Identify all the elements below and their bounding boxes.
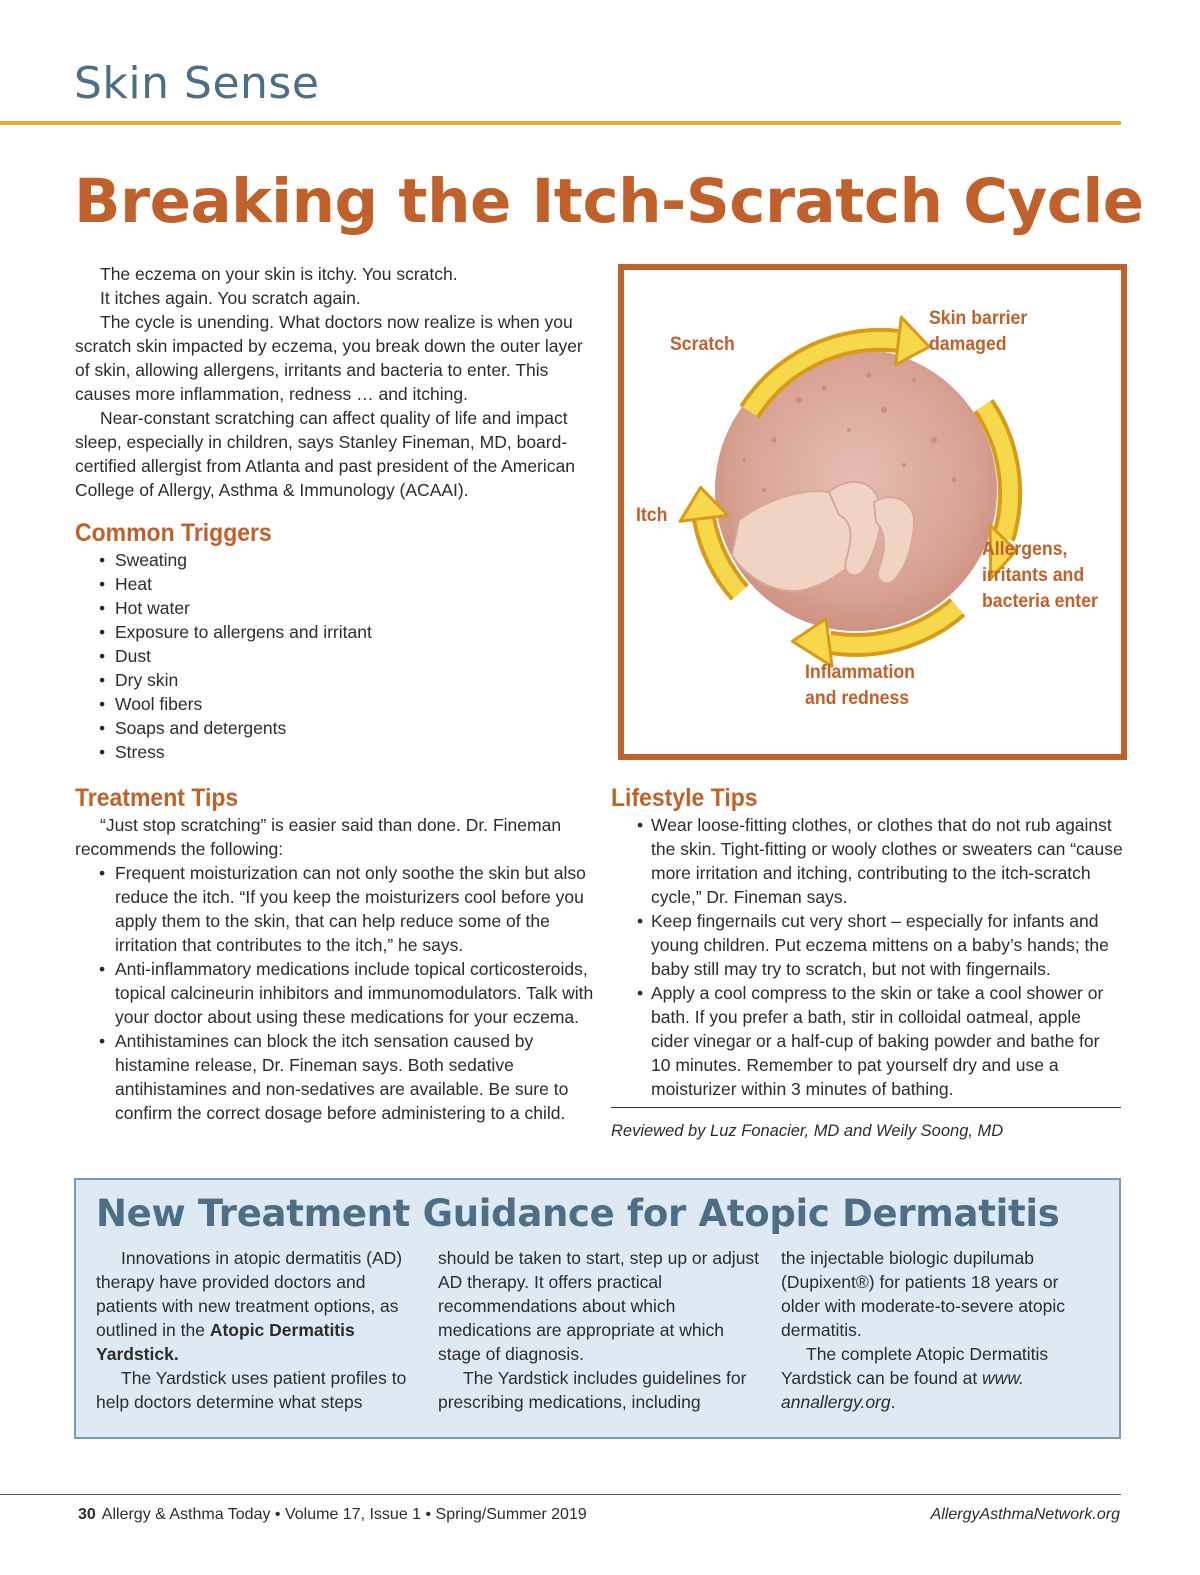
box-paragraph: The Yardstick includes guidelines for prescribing medications, including bbox=[438, 1368, 747, 1412]
label-scratch: Scratch bbox=[670, 334, 735, 355]
list-item: • Exposure to allergens and irritant bbox=[75, 620, 590, 644]
yardstick-name: Atopic Dermatitis Yardstick. bbox=[96, 1320, 355, 1364]
list-item: • Sweating bbox=[75, 548, 590, 572]
intro-paragraph: The cycle is unending. What doctors now realize is when you scratch skin impacted by eczema, you break down the outer layer of skin, allowing allergens, irritants and bacteria to enter. This causes more inflammation, redness … and itching. bbox=[75, 312, 583, 404]
text-run: . bbox=[890, 1392, 896, 1412]
list-item: • Dust bbox=[75, 644, 590, 668]
label-line: bacteria enter bbox=[982, 591, 1098, 612]
website-link[interactable]: www. annallergy.org bbox=[781, 1368, 1024, 1412]
box-column-1 bbox=[96, 1246, 421, 1414]
label-itch: Itch bbox=[636, 505, 668, 526]
footer-divider bbox=[0, 1494, 1121, 1495]
box-paragraph bbox=[781, 1342, 1099, 1414]
label-allergens bbox=[982, 537, 1098, 615]
footer-publication bbox=[78, 1506, 587, 1524]
reviewed-divider bbox=[611, 1107, 1121, 1108]
box-title: New Treatment Guidance for Atopic Dermatitis bbox=[96, 1192, 1060, 1235]
list-item: • Wear loose-fitting clothes, or clothes that do not rub against the skin. Tight-fitting or wooly clothes or sweaters can “cause more irritation and itching, contributing to the itch-scratch cycle,” Dr. Fineman says. bbox=[611, 813, 1123, 909]
section-title: Skin Sense bbox=[74, 58, 320, 109]
box-paragraph: should be taken to start, step up or adjust AD therapy. It offers practical recommendations about which medications are appropriate at which stage of diagnosis. bbox=[438, 1248, 760, 1364]
treatment-intro: “Just stop scratching” is easier said than done. Dr. Fineman recommends the following: bbox=[75, 815, 562, 859]
box-paragraph: The Yardstick uses patient profiles to help doctors determine what steps bbox=[96, 1368, 407, 1412]
itch-scratch-cycle-diagram bbox=[618, 264, 1127, 760]
label-line: and redness bbox=[805, 688, 910, 709]
intro-paragraph: The eczema on your skin is itchy. You scratch. bbox=[100, 264, 458, 284]
footer-website[interactable]: AllergyAsthmaNetwork.org bbox=[930, 1506, 1120, 1523]
list-item: • Anti-inflammatory medications include topical corticosteroids, topical calcineurin inhibitors and immunomodulators. Talk with your doctor about using these medications for your eczema. bbox=[75, 957, 595, 1029]
box-paragraph bbox=[96, 1246, 421, 1366]
triggers-list bbox=[75, 548, 590, 764]
intro-paragraph: It itches again. You scratch again. bbox=[100, 288, 361, 308]
label-line: Skin barrier bbox=[929, 308, 1028, 329]
list-item: • Wool fibers bbox=[75, 692, 590, 716]
guidance-box bbox=[74, 1178, 1121, 1439]
page-number: 30 bbox=[78, 1506, 96, 1523]
label-skin-barrier bbox=[929, 306, 1027, 358]
lifestyle-section bbox=[611, 783, 1123, 1101]
list-item: • Soaps and detergents bbox=[75, 716, 590, 740]
list-item: • Heat bbox=[75, 572, 590, 596]
list-item: • Dry skin bbox=[75, 668, 590, 692]
label-line: damaged bbox=[929, 334, 1007, 355]
reviewed-by: Reviewed by Luz Fonacier, MD and Weily Soong, MD bbox=[611, 1122, 1004, 1140]
box-column-3 bbox=[781, 1246, 1099, 1414]
list-item: • Hot water bbox=[75, 596, 590, 620]
label-line: Inflammation bbox=[805, 662, 915, 683]
list-item: • Stress bbox=[75, 740, 590, 764]
label-inflammation bbox=[805, 660, 915, 712]
box-column-2 bbox=[438, 1246, 763, 1414]
list-item: • Frequent moisturization can not only soothe the skin but also reduce the itch. “If you keep the moisturizers cool before you apply them to the skin, that can help reduce some of the irritation that contributes to the itch,” he says. bbox=[75, 861, 595, 957]
intro-column bbox=[75, 262, 590, 764]
lifestyle-heading: Lifestyle Tips bbox=[611, 784, 758, 812]
label-line: Allergens, bbox=[982, 539, 1068, 560]
list-item: • Keep fingernails cut very short – especially for infants and young children. Put eczema mittens on a baby’s hands; the baby still may try to scratch, but not with fingernails. bbox=[611, 909, 1123, 981]
treatment-heading: Treatment Tips bbox=[75, 784, 239, 812]
box-paragraph: the injectable biologic dupilumab (Dupixent®) for patients 18 years or older with moderate-to-severe atopic dermatitis. bbox=[781, 1248, 1066, 1340]
publication-info: Allergy & Asthma Today • Volume 17, Issue 1 • Spring/Summer 2019 bbox=[101, 1506, 587, 1523]
intro-paragraph: Near-constant scratching can affect quality of life and impact sleep, especially in children, says Stanley Fineman, MD, board-certified allergist from Atlanta and past president of the American College of Allergy, Asthma & Immunology (ACAAI). bbox=[75, 408, 575, 500]
lifestyle-list bbox=[611, 813, 1123, 1101]
article-title: Breaking the Itch-Scratch Cycle bbox=[74, 166, 1144, 237]
list-item: • Antihistamines can block the itch sensation caused by histamine release, Dr. Fineman says. Both sedative antihistamines and non-sedatives are available. Be sure to confirm the correct dosage before administering to a child. bbox=[75, 1029, 595, 1125]
triggers-heading: Common Triggers bbox=[75, 519, 272, 547]
treatment-list bbox=[75, 861, 595, 1125]
treatment-section bbox=[75, 783, 595, 1125]
text-run: Innovations in atopic dermatitis (AD) therapy have provided doctors and patients with new treatment options, as outlined in the bbox=[96, 1248, 403, 1340]
header-divider bbox=[0, 121, 1121, 125]
text-run: The complete Atopic Dermatitis Yardstick can be found at bbox=[781, 1344, 1049, 1388]
list-item: • Apply a cool compress to the skin or take a cool shower or bath. If you prefer a bath, stir in colloidal oatmeal, apple cider vinegar or a half-cup of baking powder and bathe for 10 minutes. Remember to pat yourself dry and use a moisturizer within 3 minutes of bathing. bbox=[611, 981, 1123, 1101]
label-line: irritants and bbox=[982, 565, 1085, 586]
